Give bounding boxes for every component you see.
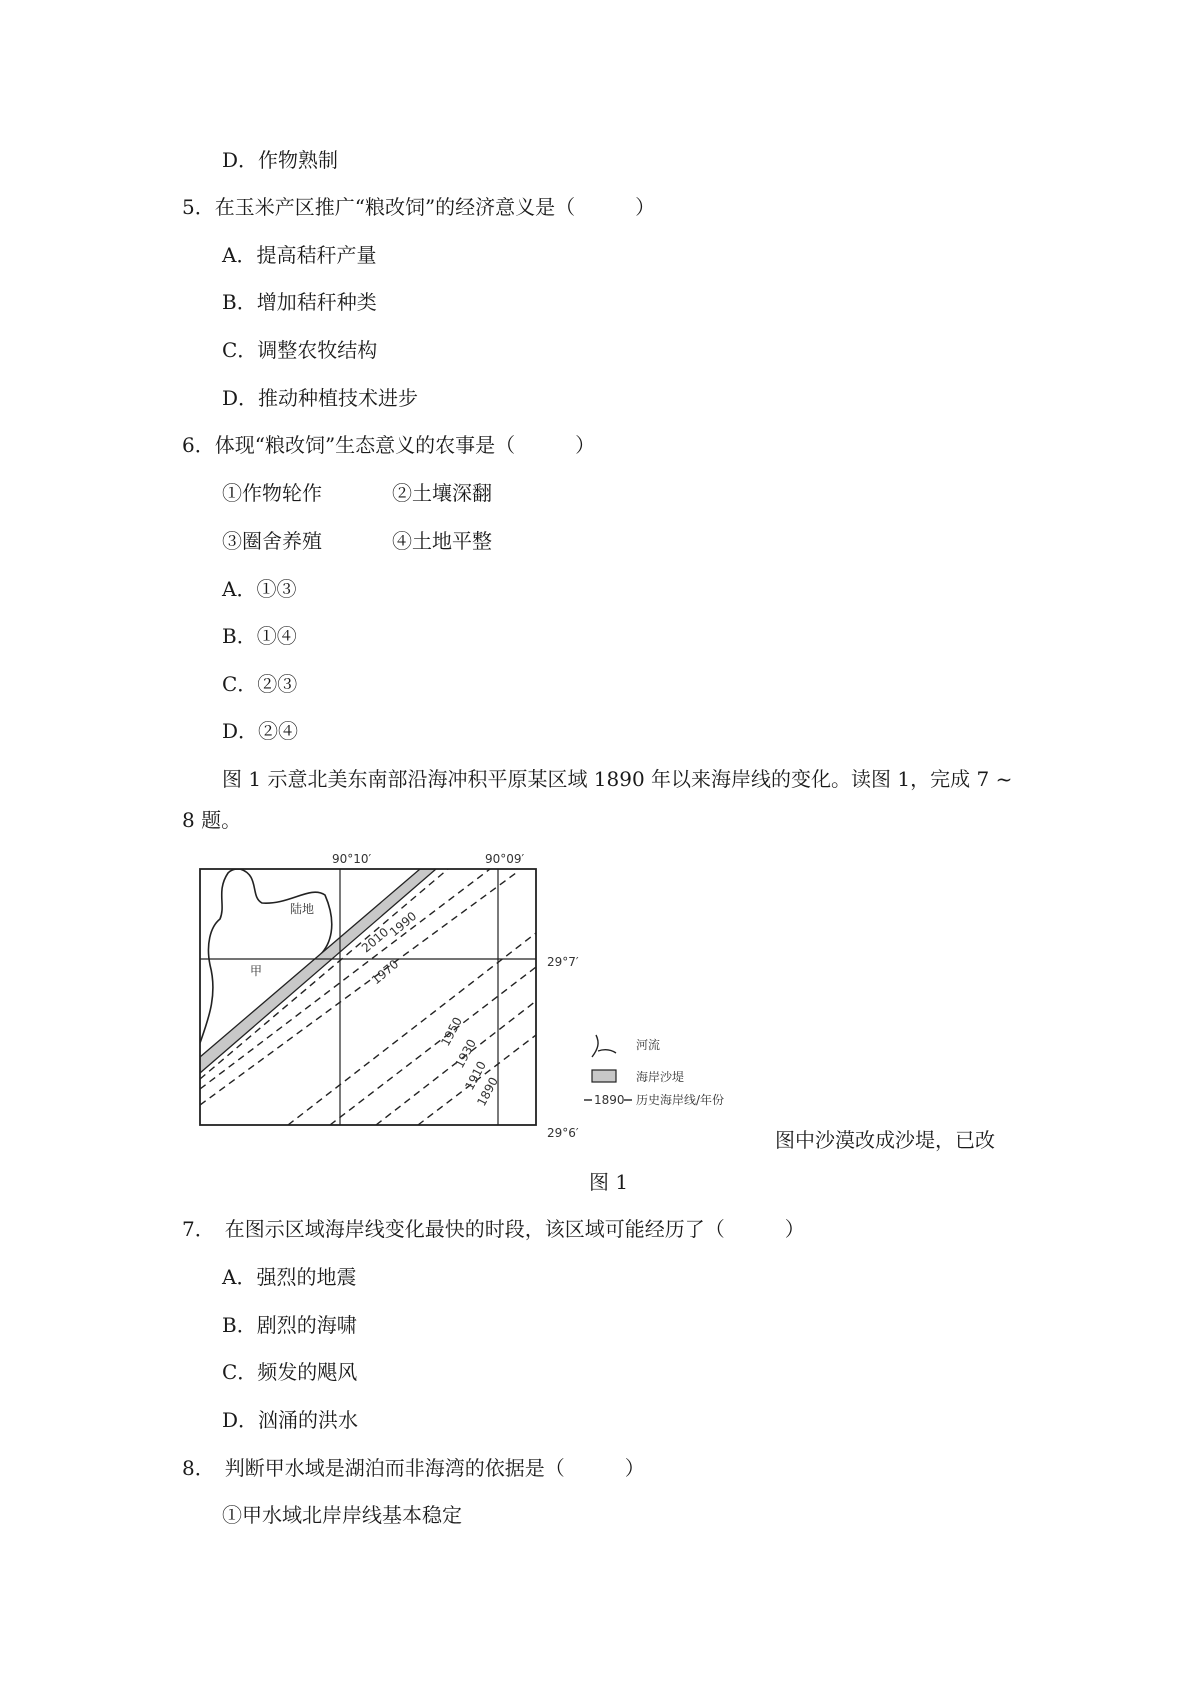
q7-option-d: D．汹涌的洪水 <box>222 1408 359 1432</box>
q5-stem: 5．在玉米产区推广“粮改饲”的经济意义是（ ） <box>182 195 656 219</box>
q5-option-b: B．增加秸秆种类 <box>222 290 377 314</box>
legend-river-symbol <box>592 1035 616 1057</box>
shoreline-1930 <box>330 967 536 1125</box>
lat-top-label: 29°7′ <box>547 955 579 969</box>
intro-line-2: 8 题。 <box>182 808 242 832</box>
legend-river-label: 河流 <box>636 1038 661 1052</box>
q6-option-d: D．②④ <box>222 719 299 743</box>
q8-item-1: ①甲水域北岸岸线基本稳定 <box>222 1503 462 1527</box>
legend <box>584 1035 724 1107</box>
q6-item-1: ①作物轮作 <box>222 481 322 505</box>
shoreline-2010 <box>200 869 448 1079</box>
year-label-1990: 1990 <box>386 908 420 940</box>
legend-year-sample: 1890 <box>594 1093 625 1107</box>
lake-jia-label: 甲 <box>250 964 263 978</box>
figure-note: 图中沙漠改成沙堤，已改 <box>775 1128 995 1152</box>
lat-bottom-label: 29°6′ <box>547 1126 579 1140</box>
q6-item-3: ③圈舍养殖 <box>222 529 322 553</box>
q7-option-a: A．强烈的地震 <box>222 1265 357 1289</box>
year-label-1910: 1910 <box>462 1058 489 1093</box>
q4-option-d: D．作物熟制 <box>222 148 339 172</box>
q6-option-a: A．①③ <box>222 577 297 601</box>
legend-dike-label: 海岸沙堤 <box>636 1070 685 1084</box>
q7-option-b: B．剧烈的海啸 <box>222 1313 357 1337</box>
q6-item-4: ④土地平整 <box>392 529 492 553</box>
year-label-1890: 1890 <box>474 1074 501 1109</box>
figure-caption: 图 1 <box>589 1170 629 1194</box>
year-label-1970: 1970 <box>368 956 402 988</box>
q7-stem: 7． 在图示区域海岸线变化最快的时段，该区域可能经历了（ ） <box>182 1217 805 1241</box>
land-label: 陆地 <box>290 902 315 916</box>
q6-option-c: C．②③ <box>222 672 298 696</box>
shoreline-1990 <box>200 869 490 1089</box>
q8-stem: 8． 判断甲水域是湖泊而非海湾的依据是（ ） <box>182 1456 645 1480</box>
year-label-1950: 1950 <box>438 1014 465 1049</box>
intro-line-1: 图 1 示意北美东南部沿海冲积平原某区域 1890 年以来海岸线的变化。读图 1，完成 7 ~ <box>222 767 1013 791</box>
legend-dike-swatch <box>592 1070 616 1082</box>
legend-shoreline-label: 历史海岸线/年份 <box>636 1093 725 1107</box>
q5-option-d: D．推动种植技术进步 <box>222 386 419 410</box>
q6-option-b: B．①④ <box>222 624 297 648</box>
q6-item-2: ②土壤深翻 <box>392 481 492 505</box>
year-label-2010: 2010 <box>358 924 392 956</box>
figure-1-map <box>180 845 780 1145</box>
q7-option-c: C．频发的飓风 <box>222 1360 358 1384</box>
sand-dike <box>200 869 436 1073</box>
lon-right-label: 90°09′ <box>485 852 525 866</box>
q5-option-a: A．提高秸秆产量 <box>222 243 377 267</box>
q5-option-c: C．调整农牧结构 <box>222 338 378 362</box>
q6-stem: 6．体现“粮改饲”生态意义的农事是（ ） <box>182 433 596 457</box>
year-label-1930: 1930 <box>452 1036 479 1071</box>
lon-left-label: 90°10′ <box>332 852 372 866</box>
